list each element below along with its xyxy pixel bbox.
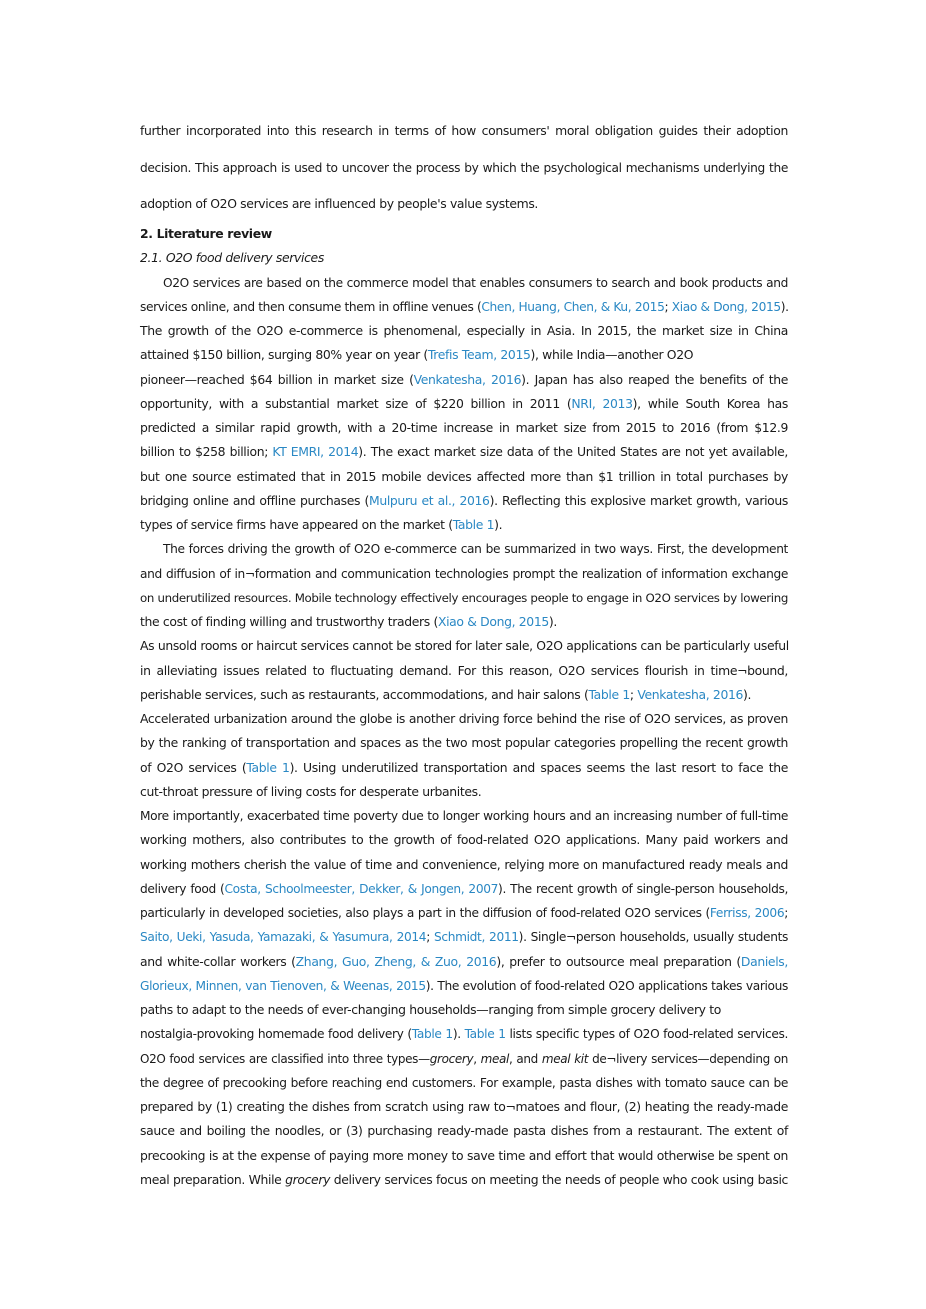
body-line: paths to adapt to the needs of ever-changing households—ranging from simple grocery delivery to xyxy=(140,1002,721,1017)
body-line: the degree of precooking before reaching end customers. For example, pasta dishes with tomato sauce can be xyxy=(140,1076,788,1090)
body-line: particularly in developed societies, also plays a part in the diffusion of food-related O2O services (Ferriss, 2006; xyxy=(140,906,788,920)
body-line: The growth of the O2O e-commerce is phenomenal, especially in Asia. In 2015, the market size in China xyxy=(140,323,788,338)
citation-link[interactable]: Zhang, Guo, Zheng, & Zuo, 2016 xyxy=(295,954,497,969)
body-line: working mothers, also contributes to the growth of food-related O2O applications. Many paid workers and xyxy=(140,832,788,847)
body-line: O2O services are based on the commerce model that enables consumers to search and book products and xyxy=(163,276,788,290)
citation-link[interactable]: Xiao & Dong, 2015 xyxy=(671,300,781,314)
body-line: prepared by (1) creating the dishes from scratch using raw to¬matoes and flour, (2) heating the ready-made xyxy=(140,1099,788,1114)
body-line: More importantly, exacerbated time poverty due to longer working hours and an increasing number of full-time xyxy=(140,809,788,823)
body-line: and white-collar workers (Zhang, Guo, Zheng, & Zuo, 2016), prefer to outsource meal preparation (Daniels, xyxy=(140,954,788,969)
body-line: precooking is at the expense of paying more money to save time and effort that would otherwise be spent on xyxy=(140,1148,788,1163)
subsection-heading: 2.1. O2O food delivery services xyxy=(140,250,324,265)
body-line: by the ranking of transportation and spaces as the two most popular categories propelling the recent growth xyxy=(140,735,788,750)
citation-link[interactable]: Venkatesha, 2016 xyxy=(637,687,744,702)
body-line: types of service firms have appeared on the market (Table 1). xyxy=(140,517,503,532)
body-line: O2O food services are classified into three types—grocery, meal, and meal kit de¬livery services—depending on xyxy=(140,1052,789,1066)
body-line: perishable services, such as restaurants, accommodations, and hair salons (Table 1; Venkatesha, 2016). xyxy=(140,687,752,702)
table-reference-link[interactable]: Table 1 xyxy=(588,687,630,702)
intro-line-3: adoption of O2O services are influenced by people's value systems. xyxy=(140,196,539,211)
body-line: predicted a similar rapid growth, with a 20-time increase in market size from 2015 to 2016 (from $12.9 xyxy=(140,420,788,435)
body-line: Accelerated urbanization around the globe is another driving force behind the rise of O2O services, as proven xyxy=(140,711,788,726)
body-line: of O2O services (Table 1). Using underutilized transportation and spaces seems the last resort to face the xyxy=(140,760,788,775)
body-line: Saito, Ueki, Yasuda, Yamazaki, & Yasumura, 2014; Schmidt, 2011). Single¬person households, usually students xyxy=(140,930,789,944)
table-reference-link[interactable]: Table 1 xyxy=(246,760,290,775)
citation-link[interactable]: Daniels, xyxy=(740,954,788,969)
body-line: sauce and boiling the noodles, or (3) purchasing ready-made pasta dishes from a restaurant. The extent of xyxy=(140,1123,788,1138)
body-line: attained $150 billion, surging 80% year on year (Trefis Team, 2015), while India—another O2O xyxy=(140,347,694,362)
body-line: billion to $258 billion; KT EMRI, 2014). The exact market size data of the United States are not yet available, xyxy=(140,444,788,459)
table-reference-link[interactable]: Table 1 xyxy=(452,517,495,532)
citation-link[interactable]: Mulpuru et al., 2016 xyxy=(368,493,490,508)
citation-link[interactable]: Ferriss, 2006 xyxy=(709,906,785,920)
body-line: pioneer—reached $64 billion in market size (Venkatesha, 2016). Japan has also reaped the benefits of the xyxy=(140,372,789,387)
body-line: nostalgia-provoking homemade food delivery (Table 1). Table 1 lists specific types of O2O food-related services. xyxy=(140,1027,788,1041)
citation-link[interactable]: Schmidt, 2011 xyxy=(434,930,519,944)
body-line: meal preparation. While grocery delivery services focus on meeting the needs of people who cook using basic xyxy=(140,1172,788,1187)
intro-line-1: further incorporated into this research in terms of how consumers' moral obligation guides their adoption xyxy=(140,123,788,138)
citation-link[interactable]: Saito, Ueki, Yasuda, Yamazaki, & Yasumura, 2014 xyxy=(140,930,427,944)
citation-link[interactable]: Costa, Schoolmeester, Dekker, & Jongen, 2007 xyxy=(224,882,499,896)
citation-link[interactable]: Xiao & Dong, 2015 xyxy=(437,614,549,629)
table-reference-link[interactable]: Table 1 xyxy=(464,1027,506,1041)
citation-link[interactable]: KT EMRI, 2014 xyxy=(272,444,359,459)
body-line: the cost of finding willing and trustworthy traders (Xiao & Dong, 2015). xyxy=(140,614,557,629)
citation-link[interactable]: Trefis Team, 2015 xyxy=(427,347,531,362)
body-line: in alleviating issues related to fluctuating demand. For this reason, O2O services flourish in time¬bound, xyxy=(140,663,788,678)
table-reference-link[interactable]: Table 1 xyxy=(411,1027,453,1041)
section-heading: 2. Literature review xyxy=(140,226,272,241)
citation-link[interactable]: Chen, Huang, Chen, & Ku, 2015 xyxy=(481,300,665,314)
body-line: but one source estimated that in 2015 mobile devices affected more than $1 trillion in total purchases by xyxy=(140,469,788,484)
citation-link[interactable]: Glorieux, Minnen, van Tienoven, & Weenas, 2015 xyxy=(140,979,426,993)
citation-link[interactable]: NRI, 2013 xyxy=(571,396,633,411)
body-line: services online, and then consume them in offline venues (Chen, Huang, Chen, & Ku, 2015; Xiao & Dong, 2015). xyxy=(140,300,789,314)
intro-line-2: decision. This approach is used to uncover the process by which the psychological mechanisms underlying the xyxy=(140,161,788,175)
body-line: cut-throat pressure of living costs for desperate urbanites. xyxy=(140,784,482,799)
body-line: delivery food (Costa, Schoolmeester, Dekker, & Jongen, 2007). The recent growth of single-person households, xyxy=(140,882,788,896)
body-line: As unsold rooms or haircut services cannot be stored for later sale, O2O applications can be particularly useful xyxy=(140,638,789,653)
body-line: Glorieux, Minnen, van Tienoven, & Weenas, 2015). The evolution of food-related O2O applications takes various xyxy=(140,979,788,993)
body-line: and diffusion of in¬formation and communication technologies prompt the realization of information exchange xyxy=(140,567,788,581)
body-line: bridging online and offline purchases (Mulpuru et al., 2016). Reflecting this explosive market growth, various xyxy=(140,493,788,508)
body-line: opportunity, with a substantial market size of $220 billion in 2011 (NRI, 2013), while South Korea has xyxy=(140,396,789,411)
body-line: on underutilized resources. Mobile technology effectively encourages people to engage in O2O services by lowering xyxy=(140,591,788,605)
body-line: The forces driving the growth of O2O e-commerce can be summarized in two ways. First, the development xyxy=(163,542,788,556)
body-line: working mothers cherish the value of time and convenience, relying more on manufactured ready meals and xyxy=(140,857,788,872)
citation-link[interactable]: Venkatesha, 2016 xyxy=(413,372,522,387)
